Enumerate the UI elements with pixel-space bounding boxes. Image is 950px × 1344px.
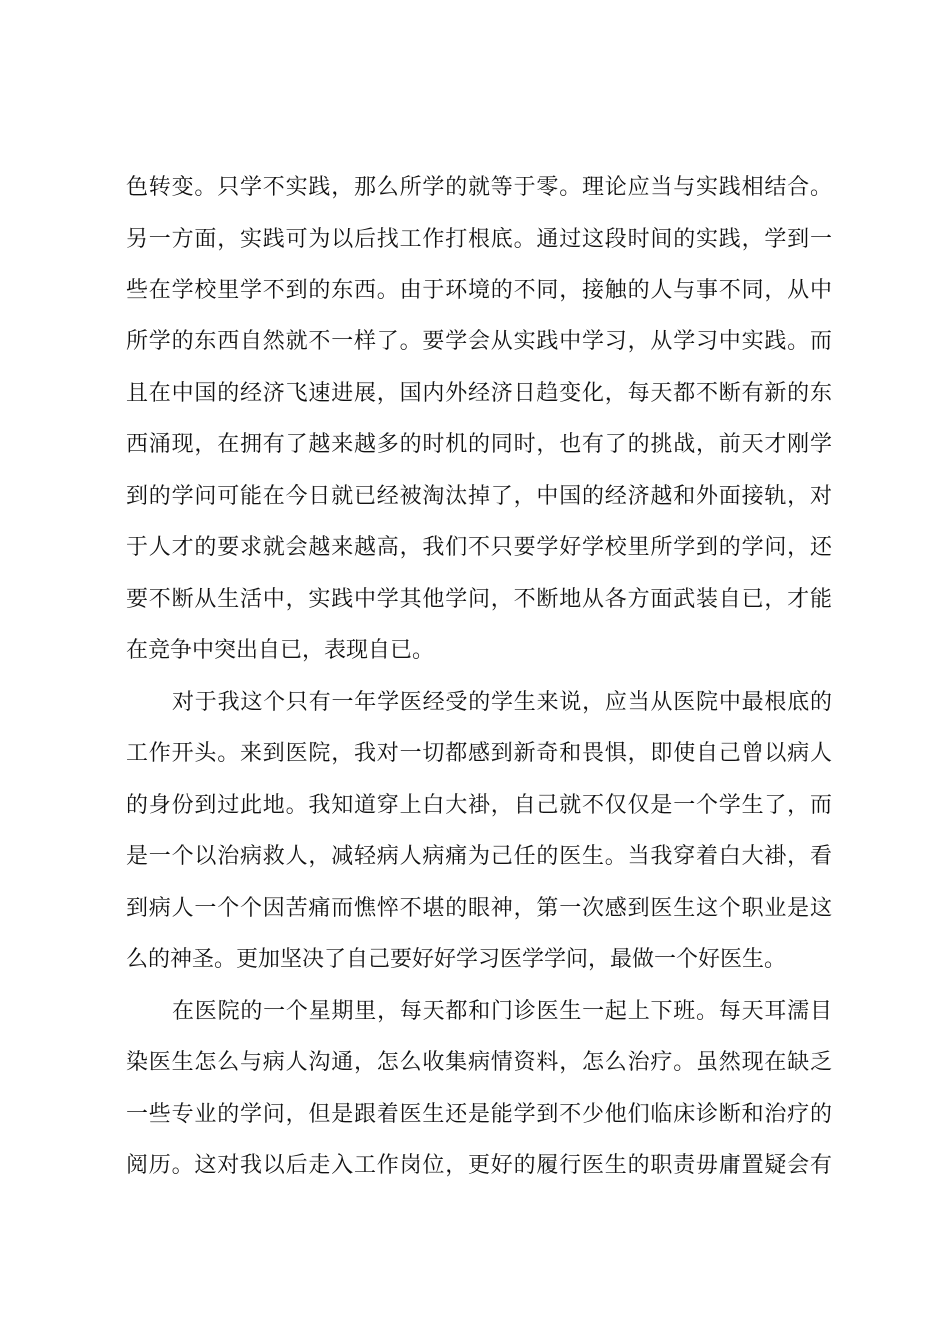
text-line: 染医生怎么与病人沟通，怎么收集病情资料，怎么治疗。虽然现在缺乏 [126, 1050, 832, 1075]
text-line: 到病人一个个因苦痛而憔悴不堪的眼神，第一次感到医生这个职业是这 [126, 896, 832, 921]
text-line: 在竞争中突出自已，表现自已。 [126, 638, 435, 663]
text-line: 所学的东西自然就不一样了。要学会从实践中学习，从学习中实践。而 [126, 329, 832, 354]
text-line: 工作开头。来到医院，我对一切都感到新奇和畏惧，即使自己曾以病人 [126, 741, 832, 766]
text-line: 西涌现，在拥有了越来越多的时机的同时，也有了的挑战，前天才刚学 [126, 432, 832, 457]
paragraph-first-line: 在医院的一个星期里，每天都和门诊医生一起上下班。每天耳濡目 [172, 999, 832, 1024]
text-line: 一些专业的学问，但是跟着医生还是能学到不少他们临床诊断和治疗的 [126, 1102, 832, 1127]
text-line: 到的学问可能在今日就已经被淘汰掉了，中国的经济越和外面接轨，对 [126, 484, 832, 509]
text-line: 些在学校里学不到的东西。由于环境的不同，接触的人与事不同，从中 [126, 278, 832, 303]
paragraph-first-line: 对于我这个只有一年学医经受的学生来说，应当从医院中最根底的 [172, 690, 832, 715]
text-line: 是一个以治病救人，减轻病人病痛为己任的医生。当我穿着白大褂，看 [126, 844, 832, 869]
text-line: 么的神圣。更加坚决了自己要好好学习医学学问，最做一个好医生。 [126, 947, 787, 972]
text-line: 色转变。只学不实践，那么所学的就等于零。理论应当与实践相结合。 [126, 175, 832, 200]
text-line: 要不断从生活中，实践中学其他学问，不断地从各方面武装自已，才能 [126, 587, 832, 612]
text-line: 另一方面，实践可为以后找工作打根底。通过这段时间的实践，学到一 [126, 227, 832, 252]
text-line: 阅历。这对我以后走入工作岗位，更好的履行医生的职责毋庸置疑会有 [126, 1153, 832, 1178]
text-line: 的身份到过此地。我知道穿上白大褂，自己就不仅仅是一个学生了，而 [126, 793, 832, 818]
text-line: 且在中国的经济飞速进展，国内外经济日趋变化，每天都不断有新的东 [126, 381, 832, 406]
text-line: 于人才的要求就会越来越高，我们不只要学好学校里所学到的学问，还 [126, 535, 832, 560]
